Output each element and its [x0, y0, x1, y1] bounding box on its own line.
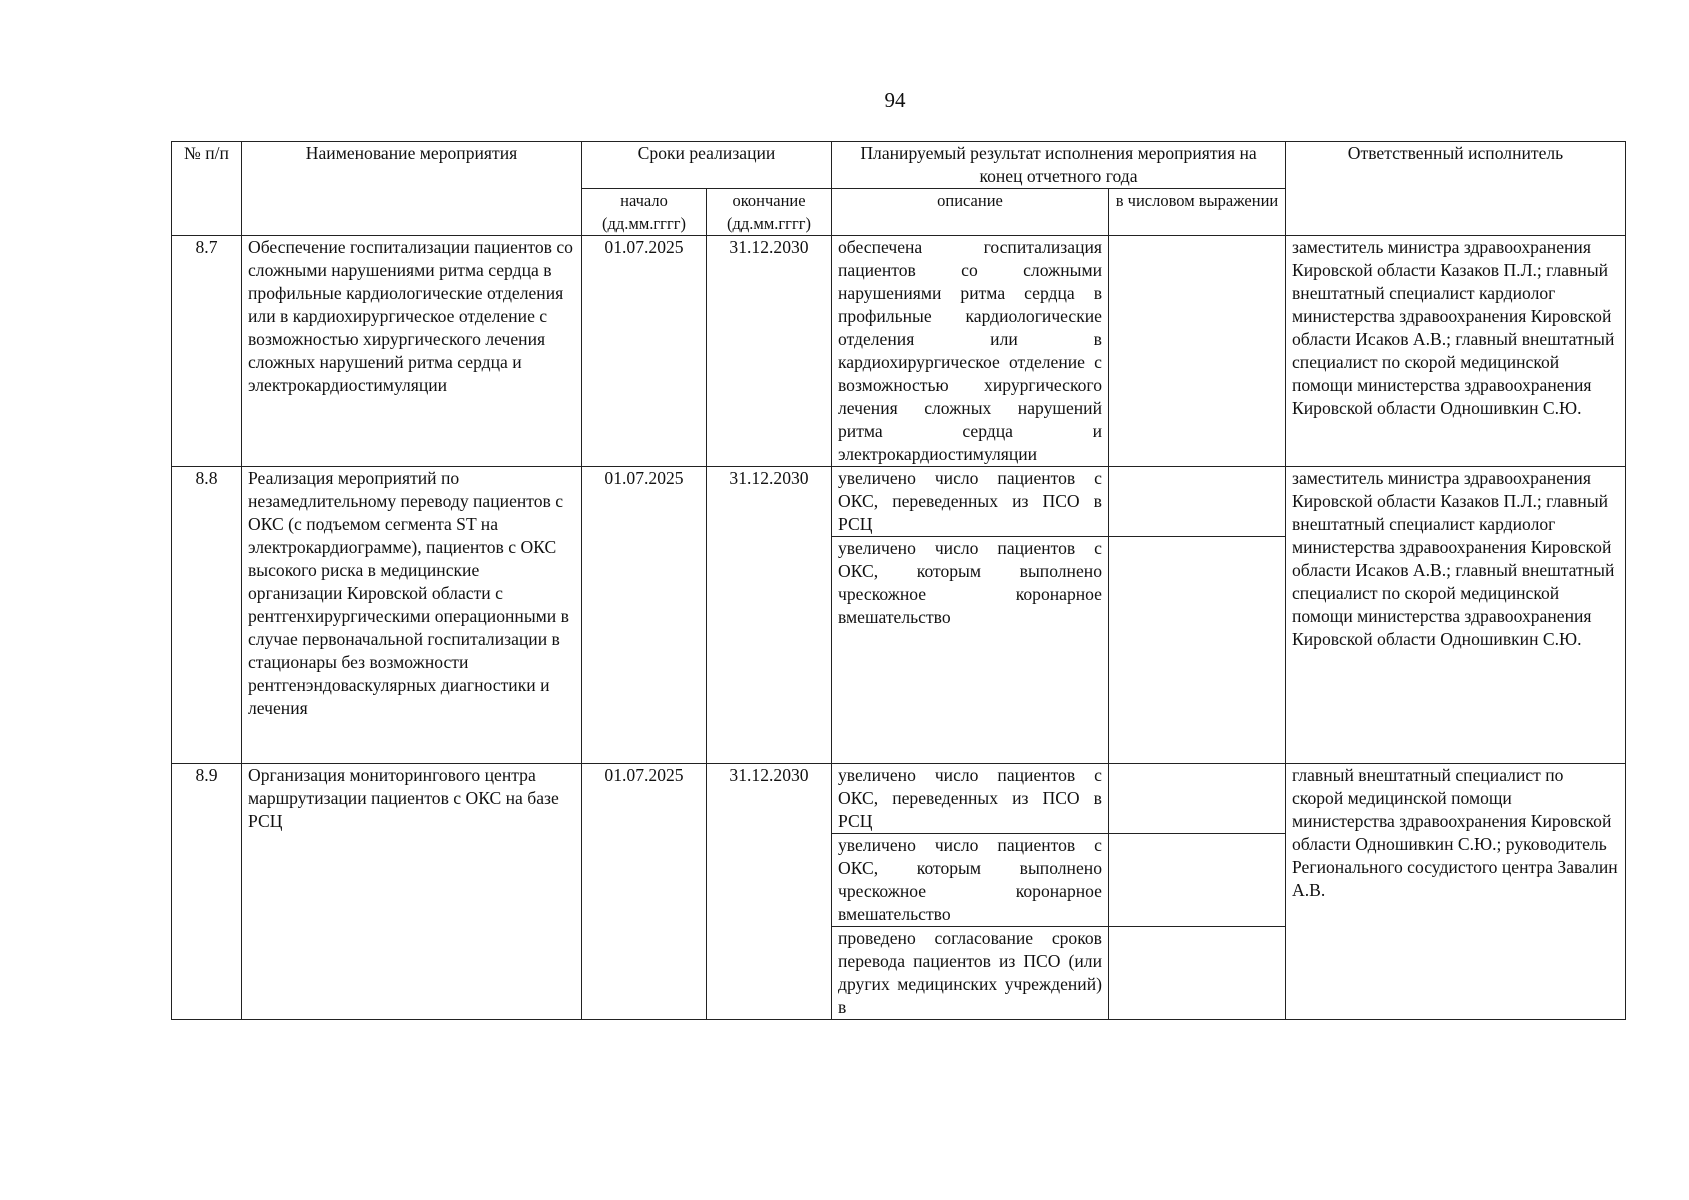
header-end: окончание (дд.мм.гггг): [707, 189, 832, 236]
header-start: начало (дд.мм.гггг): [582, 189, 707, 236]
header-name: Наименование мероприятия: [242, 142, 582, 236]
row-result-value: [1109, 467, 1286, 537]
row-name: Организация мониторингового центра маршрутизации пациентов с ОКС на базе РСЦ: [242, 764, 582, 1020]
row-start: 01.07.2025: [582, 236, 707, 467]
row-responsible: главный внештатный специалист по скорой медицинской помощи министерства здравоохранения Кировской области Одношивкин С.Ю.; руководитель Регионального сосудистого центра Завалин А.В.: [1286, 764, 1626, 1020]
row-num: 8.9: [172, 764, 242, 1020]
header-result: Планируемый результат исполнения мероприятия на конец отчетного года: [832, 142, 1286, 189]
measures-table: [171, 141, 1626, 1020]
row-result-value: [1109, 834, 1286, 927]
row-result: обеспечена госпитализация пациентов со сложными нарушениями ритма сердца в профильные кардиологические отделения или в кардиохирургическое отделение с возможностью хирургического лечения сложных нарушений ритма сердца и электрокардиостимуляции: [832, 236, 1109, 467]
row-result-cell: [832, 927, 1109, 1020]
row-end: 31.12.2030: [707, 467, 832, 764]
row-result: увеличено число пациентов с ОКС, переведенных из ПСО в РСЦ: [832, 764, 1109, 834]
row-name: Реализация мероприятий по незамедлительному переводу пациентов с ОКС (с подъемом сегмента ST на электрокардиограмме), пациентов с ОКС высокого риска в медицинские организации Кировской области с рентгенхирургическими операционными в случае первоначальной госпитализации в стационары без возможности рентгенэндоваскулярных диагностики и лечения: [242, 467, 582, 764]
row-num: 8.8: [172, 467, 242, 764]
row-end: 31.12.2030: [707, 764, 832, 1020]
table-row: [172, 236, 1626, 467]
header-row: [172, 142, 1626, 189]
row-result-value: [1109, 537, 1286, 764]
row-result: увеличено число пациентов с ОКС, которым выполнено чрескожное коронарное вмешательство: [832, 834, 1109, 927]
row-result: увеличено число пациентов с ОКС, переведенных из ПСО в РСЦ: [832, 467, 1109, 537]
row-num: 8.7: [172, 236, 242, 467]
row-name: Обеспечение госпитализации пациентов со сложными нарушениями ритма сердца в профильные кардиологические отделения или в кардиохирургическое отделение с возможностью хирургического лечения сложных нарушений ритма сердца и электрокардиостимуляции: [242, 236, 582, 467]
table-row: [172, 764, 1626, 834]
row-start: 01.07.2025: [582, 467, 707, 764]
row-responsible: заместитель министра здравоохранения Кировской области Казаков П.Л.; главный внештатный специалист кардиолог министерства здравоохранения Кировской области Исаков А.В.; главный внештатный специалист по скорой медицинской помощи министерства здравоохранения Кировской области Одношивкин С.Ю.: [1286, 236, 1626, 467]
header-description: описание: [832, 189, 1109, 236]
header-responsible: Ответственный исполнитель: [1286, 142, 1626, 236]
row-end: 31.12.2030: [707, 236, 832, 467]
row-responsible: заместитель министра здравоохранения Кировской области Казаков П.Л.; главный внештатный специалист кардиолог министерства здравоохранения Кировской области Исаков А.В.; главный внештатный специалист по скорой медицинской помощи министерства здравоохранения Кировской области Одношивкин С.Ю.: [1286, 467, 1626, 764]
header-terms: Сроки реализации: [582, 142, 832, 189]
page-number: 94: [884, 88, 906, 112]
header-numeric: в числовом выражении: [1109, 189, 1286, 236]
row-result-value: [1109, 927, 1286, 1020]
row-result: проведено согласование сроков перевода пациентов из ПСО (или других медицинских учреждений) в: [838, 928, 1102, 1017]
row-result-value: [1109, 236, 1286, 467]
row-start: 01.07.2025: [582, 764, 707, 1020]
row-result-value: [1109, 764, 1286, 834]
row-result: увеличено число пациентов с ОКС, которым выполнено чрескожное коронарное вмешательство: [832, 537, 1109, 764]
table-row: [172, 467, 1626, 537]
header-num: № п/п: [172, 142, 242, 236]
